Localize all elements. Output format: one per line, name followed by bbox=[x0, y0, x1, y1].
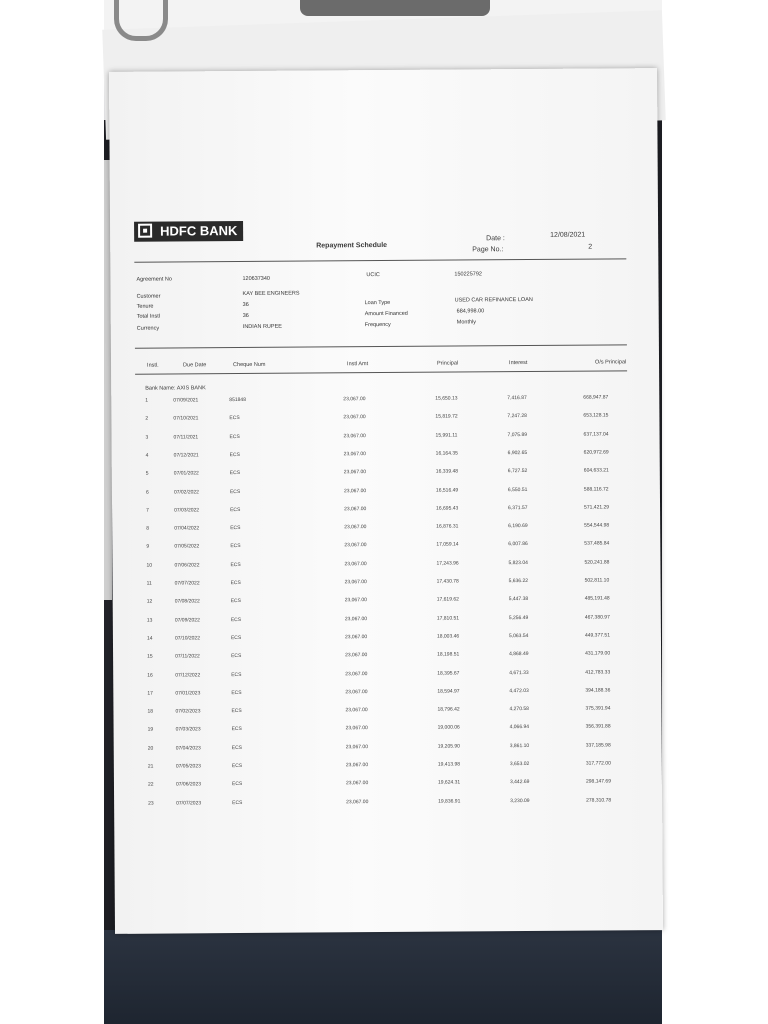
cell-interest: 6,727.52 bbox=[507, 468, 528, 475]
cell-instl: 20 bbox=[147, 745, 154, 752]
cell-instl-amt: 23,067.00 bbox=[344, 579, 367, 586]
col-interest: Interest bbox=[509, 360, 528, 367]
cell-cheque-num: ECS bbox=[230, 561, 241, 568]
cell-cheque-num: ECS bbox=[229, 488, 241, 495]
cell-os-principal: 668,947.87 bbox=[583, 394, 609, 401]
cell-due-date: 07/03/2022 bbox=[174, 507, 200, 514]
cell-os-principal: 485,191.48 bbox=[584, 595, 610, 602]
cell-cheque-num: ECS bbox=[231, 763, 243, 770]
cell-instl: 11 bbox=[146, 580, 152, 587]
cell-instl-amt: 23,067.00 bbox=[344, 597, 367, 604]
cell-cheque-num: ECS bbox=[231, 671, 242, 678]
cell-os-principal: 588,116.72 bbox=[583, 485, 609, 493]
cell-interest: 4,066.94 bbox=[509, 724, 530, 731]
cell-instl: 5 bbox=[145, 470, 149, 477]
cell-interest: 6,902.65 bbox=[507, 449, 528, 457]
cell-os-principal: 375,391.94 bbox=[585, 705, 611, 712]
cell-instl: 3 bbox=[145, 434, 149, 441]
cell-interest: 7,247.28 bbox=[507, 413, 527, 420]
table-row bbox=[114, 778, 662, 798]
cell-os-principal: 298,147.69 bbox=[585, 778, 612, 785]
cell-cheque-num: 851848 bbox=[229, 396, 246, 404]
cell-principal: 15,650.13 bbox=[435, 395, 458, 402]
col-instl-amt: Instl Amt bbox=[347, 361, 369, 368]
table-row bbox=[114, 723, 662, 743]
cell-due-date: 07/10/2021 bbox=[173, 415, 199, 422]
cell-due-date: 07/09/2021 bbox=[173, 397, 199, 404]
amount-financed-value: 684,998.00 bbox=[456, 308, 485, 315]
cell-instl-amt: 23,067.00 bbox=[345, 743, 368, 750]
cell-due-date: 07/04/2023 bbox=[175, 744, 201, 752]
col-instl: Instl. bbox=[147, 362, 159, 369]
cell-principal: 16,164.35 bbox=[435, 450, 458, 457]
cell-instl-amt: 23,067.00 bbox=[343, 396, 366, 403]
cell-due-date: 07/01/2023 bbox=[175, 690, 201, 697]
bank-name: Bank Name: AXIS BANK bbox=[145, 385, 206, 392]
background-fabric bbox=[104, 930, 662, 1024]
cell-due-date: 07/08/2022 bbox=[174, 598, 200, 605]
cell-principal: 18,594.97 bbox=[437, 688, 460, 695]
document-title: Repayment Schedule bbox=[316, 241, 388, 250]
cell-cheque-num: ECS bbox=[230, 543, 241, 550]
cell-due-date: 07/06/2022 bbox=[174, 561, 200, 569]
cell-interest: 7,416.87 bbox=[507, 395, 527, 402]
cell-due-date: 07/04/2022 bbox=[174, 525, 200, 532]
cell-principal: 17,619.62 bbox=[436, 596, 459, 603]
cell-instl: 16 bbox=[147, 672, 153, 679]
cell-instl: 14 bbox=[146, 635, 153, 642]
table-row bbox=[114, 797, 662, 817]
table-row bbox=[112, 449, 660, 469]
cell-cheque-num: ECS bbox=[231, 653, 242, 660]
cell-instl: 1 bbox=[145, 397, 149, 404]
cell-cheque-num: ECS bbox=[231, 744, 243, 751]
frequency-value: Monthly bbox=[456, 319, 477, 326]
amount-financed-label: Amount Financed bbox=[364, 310, 408, 318]
table-row bbox=[114, 760, 662, 780]
cell-principal: 19,413.98 bbox=[437, 761, 461, 768]
table-row bbox=[113, 705, 661, 725]
cell-principal: 16,339.48 bbox=[435, 468, 459, 475]
cell-os-principal: 317,772.00 bbox=[585, 760, 611, 767]
cell-principal: 19,836.91 bbox=[438, 798, 461, 805]
cell-principal: 16,695.43 bbox=[436, 505, 459, 512]
cell-due-date: 07/12/2022 bbox=[175, 671, 201, 678]
cell-interest: 4,472.03 bbox=[509, 687, 529, 694]
cell-due-date: 07/09/2022 bbox=[174, 616, 200, 624]
cell-due-date: 07/03/2023 bbox=[175, 726, 201, 733]
table-row bbox=[113, 614, 661, 634]
frequency-label: Frequency bbox=[364, 321, 391, 329]
cell-due-date: 07/12/2021 bbox=[173, 452, 199, 459]
table-row bbox=[114, 742, 662, 762]
agreement-label: Agreement No bbox=[136, 276, 172, 283]
cell-os-principal: 394,188.36 bbox=[585, 687, 611, 694]
cell-interest: 5,256.49 bbox=[508, 614, 529, 621]
cell-due-date: 07/05/2022 bbox=[174, 543, 200, 550]
cell-principal: 18,395.67 bbox=[437, 669, 460, 677]
cell-cheque-num: ECS bbox=[231, 781, 243, 788]
ucic-value: 150225792 bbox=[454, 271, 482, 278]
total-instl-label: Total Instl bbox=[136, 313, 160, 320]
cell-interest: 3,230.09 bbox=[510, 797, 530, 804]
cell-instl-amt: 23,067.00 bbox=[344, 560, 367, 567]
cell-cheque-num: ECS bbox=[229, 415, 240, 422]
cell-due-date: 07/06/2023 bbox=[175, 781, 202, 788]
cell-cheque-num: ECS bbox=[229, 451, 240, 458]
cell-os-principal: 520,241.88 bbox=[584, 559, 610, 566]
table-row bbox=[111, 412, 659, 432]
cell-interest: 6,550.51 bbox=[507, 486, 528, 493]
binder-clip bbox=[114, 0, 168, 41]
table-top-rule bbox=[135, 344, 627, 348]
cell-instl-amt: 23,067.00 bbox=[344, 542, 367, 549]
cell-os-principal: 604,633.21 bbox=[583, 467, 609, 474]
cell-interest: 3,442.69 bbox=[509, 779, 530, 786]
page-value: 2 bbox=[588, 243, 593, 251]
cell-principal: 17,430.78 bbox=[436, 578, 459, 585]
cell-instl-amt: 23,067.00 bbox=[345, 725, 368, 732]
cell-principal: 15,991.11 bbox=[435, 432, 458, 439]
cell-instl-amt: 23,067.00 bbox=[344, 505, 367, 513]
cell-instl: 23 bbox=[148, 800, 154, 807]
cell-os-principal: 449,377.51 bbox=[584, 632, 610, 639]
table-row bbox=[112, 540, 660, 560]
cell-due-date: 07/02/2022 bbox=[173, 488, 199, 495]
cell-instl-amt: 23,067.00 bbox=[345, 652, 368, 659]
cell-os-principal: 620,972.69 bbox=[583, 449, 609, 456]
cell-cheque-num: ECS bbox=[230, 616, 242, 623]
cell-interest: 3,861.10 bbox=[509, 742, 530, 749]
cell-due-date: 07/07/2023 bbox=[176, 799, 202, 807]
cell-instl-amt: 23,067.00 bbox=[345, 762, 369, 769]
table-row bbox=[112, 431, 660, 451]
cell-instl: 19 bbox=[147, 727, 154, 734]
cell-due-date: 07/10/2022 bbox=[174, 635, 201, 642]
cell-instl-amt: 23,067.00 bbox=[345, 780, 369, 787]
table-row bbox=[112, 559, 660, 579]
cell-interest: 6,007.86 bbox=[508, 541, 528, 548]
cell-cheque-num: ECS bbox=[229, 470, 241, 477]
loan-type-label: Loan Type bbox=[364, 299, 391, 307]
cell-instl: 13 bbox=[146, 617, 153, 624]
header-bottom-rule bbox=[135, 370, 627, 374]
cell-due-date: 07/05/2023 bbox=[175, 763, 201, 770]
cell-instl: 8 bbox=[146, 525, 149, 532]
cell-instl: 9 bbox=[146, 544, 150, 551]
col-principal: Principal bbox=[437, 360, 459, 367]
cell-os-principal: 356,391.88 bbox=[585, 723, 611, 731]
cell-principal: 19,624.31 bbox=[437, 779, 461, 786]
customer-label: Customer bbox=[136, 293, 161, 300]
cell-cheque-num: ECS bbox=[229, 433, 240, 440]
cell-cheque-num: ECS bbox=[230, 634, 242, 641]
cell-instl: 22 bbox=[147, 781, 154, 788]
table-row bbox=[113, 632, 661, 652]
cell-principal: 16,516.49 bbox=[435, 486, 459, 494]
cell-instl-amt: 23,067.00 bbox=[346, 798, 369, 805]
customer-value: KAY BEE ENGINEERS bbox=[242, 290, 300, 297]
cell-interest: 6,371.57 bbox=[508, 504, 528, 511]
cell-os-principal: 502,811.10 bbox=[584, 577, 610, 584]
table-row bbox=[112, 467, 660, 487]
cell-os-principal: 653,128.15 bbox=[583, 412, 609, 419]
cell-os-principal: 431,179.00 bbox=[585, 650, 611, 657]
table-row bbox=[112, 486, 660, 506]
pen-object bbox=[300, 0, 490, 16]
table-row bbox=[113, 687, 661, 707]
cell-instl: 4 bbox=[145, 452, 149, 459]
cell-instl: 17 bbox=[147, 690, 153, 697]
cell-interest: 7,075.89 bbox=[507, 431, 528, 438]
tenure-value: 36 bbox=[242, 301, 249, 308]
cell-os-principal: 467,380.97 bbox=[584, 614, 610, 621]
logo-text: HDFC BANK bbox=[160, 223, 238, 239]
currency-label: Currency bbox=[136, 325, 160, 332]
cell-interest: 4,868.49 bbox=[509, 651, 529, 658]
cell-interest: 5,063.54 bbox=[508, 632, 529, 640]
cell-os-principal: 637,137.04 bbox=[583, 431, 609, 438]
cell-interest: 5,823.04 bbox=[508, 559, 528, 566]
loan-type-value: USED CAR REFINANCE LOAN bbox=[454, 296, 533, 304]
cell-interest: 5,636.22 bbox=[508, 578, 529, 585]
hdfc-logo-icon bbox=[138, 224, 152, 238]
cell-cheque-num: ECS bbox=[230, 598, 241, 605]
cell-cheque-num: ECS bbox=[230, 580, 241, 587]
cell-instl: 2 bbox=[145, 415, 149, 422]
repayment-schedule-sheet bbox=[109, 68, 663, 934]
cell-instl-amt: 23,067.00 bbox=[345, 688, 368, 696]
cell-instl-amt: 23,067.00 bbox=[343, 451, 366, 458]
table-row bbox=[113, 577, 661, 597]
cell-instl: 21 bbox=[147, 763, 154, 770]
tenure-label: Tenure bbox=[136, 303, 154, 310]
cell-instl-amt: 23,067.00 bbox=[344, 634, 368, 641]
cell-instl: 7 bbox=[146, 507, 149, 514]
cell-principal: 19,000.06 bbox=[437, 724, 460, 732]
hdfc-logo bbox=[134, 221, 243, 242]
cell-instl-amt: 23,067.00 bbox=[344, 615, 368, 622]
cell-cheque-num: ECS bbox=[231, 708, 242, 715]
date-value: 12/08/2021 bbox=[550, 231, 586, 239]
table-row bbox=[113, 650, 661, 670]
cell-due-date: 07/01/2022 bbox=[173, 470, 199, 477]
cell-principal: 17,243.96 bbox=[436, 560, 459, 567]
cell-interest: 4,671.33 bbox=[509, 669, 529, 676]
cell-principal: 16,876.31 bbox=[436, 523, 459, 530]
cell-principal: 18,003.46 bbox=[436, 633, 460, 640]
cell-principal: 18,198.51 bbox=[437, 651, 460, 658]
cell-os-principal: 412,783.33 bbox=[585, 668, 611, 676]
cell-instl: 15 bbox=[147, 653, 153, 660]
cell-os-principal: 278,310.78 bbox=[586, 797, 612, 804]
cell-cheque-num: ECS bbox=[230, 506, 241, 513]
table-row bbox=[113, 595, 661, 615]
cell-interest: 6,190.69 bbox=[508, 523, 528, 530]
cell-due-date: 07/11/2022 bbox=[175, 653, 200, 660]
col-os-principal: O/s Principal bbox=[595, 359, 627, 366]
cell-instl-amt: 23,067.00 bbox=[343, 469, 367, 476]
total-instl-value: 36 bbox=[242, 312, 249, 319]
cell-os-principal: 537,485.84 bbox=[584, 540, 610, 548]
agreement-value: 120637340 bbox=[242, 275, 270, 282]
cell-interest: 3,653.02 bbox=[509, 761, 530, 768]
cell-instl-amt: 23,067.00 bbox=[345, 707, 368, 714]
cell-instl: 10 bbox=[146, 562, 153, 569]
header-rule bbox=[134, 258, 626, 262]
cell-due-date: 07/02/2023 bbox=[175, 708, 201, 715]
cell-interest: 5,447.38 bbox=[508, 596, 529, 603]
cell-instl-amt: 23,067.00 bbox=[343, 487, 367, 494]
ucic-label: UCIC bbox=[366, 272, 380, 279]
cell-instl-amt: 23,067.00 bbox=[345, 670, 368, 677]
cell-os-principal: 337,185.98 bbox=[585, 742, 611, 749]
cell-instl-amt: 23,067.00 bbox=[343, 432, 366, 439]
cell-principal: 17,059.14 bbox=[436, 541, 459, 549]
cell-cheque-num: ECS bbox=[231, 726, 242, 733]
page-label: Page No.: bbox=[472, 246, 504, 254]
table-row bbox=[112, 522, 660, 542]
cell-principal: 17,810.51 bbox=[436, 615, 460, 622]
table-row bbox=[111, 394, 659, 414]
cell-interest: 4,270.58 bbox=[509, 706, 529, 713]
cell-instl: 18 bbox=[147, 708, 154, 715]
date-label: Date : bbox=[486, 235, 505, 243]
currency-value: INDIAN RUPEE bbox=[242, 323, 282, 330]
table-row bbox=[113, 669, 661, 689]
cell-instl-amt: 23,067.00 bbox=[343, 414, 366, 421]
cell-principal: 19,205.90 bbox=[437, 743, 460, 750]
cell-instl: 6 bbox=[145, 489, 149, 496]
cell-due-date: 07/07/2022 bbox=[174, 580, 200, 587]
col-cheque-num: Cheque Num bbox=[233, 361, 266, 369]
cell-instl-amt: 23,067.00 bbox=[344, 524, 367, 531]
col-due-date: Due Date bbox=[183, 362, 207, 369]
cell-cheque-num: ECS bbox=[230, 525, 241, 532]
table-row bbox=[112, 504, 660, 524]
cell-due-date: 07/11/2021 bbox=[173, 433, 199, 441]
cell-cheque-num: ECS bbox=[232, 799, 243, 806]
cell-instl: 12 bbox=[146, 598, 153, 605]
cell-os-principal: 554,544.98 bbox=[584, 522, 610, 529]
cell-principal: 15,819.72 bbox=[435, 413, 458, 420]
cell-principal: 18,796.42 bbox=[437, 706, 460, 713]
cell-cheque-num: ECS bbox=[231, 689, 242, 696]
cell-os-principal: 571,421.29 bbox=[584, 504, 610, 511]
